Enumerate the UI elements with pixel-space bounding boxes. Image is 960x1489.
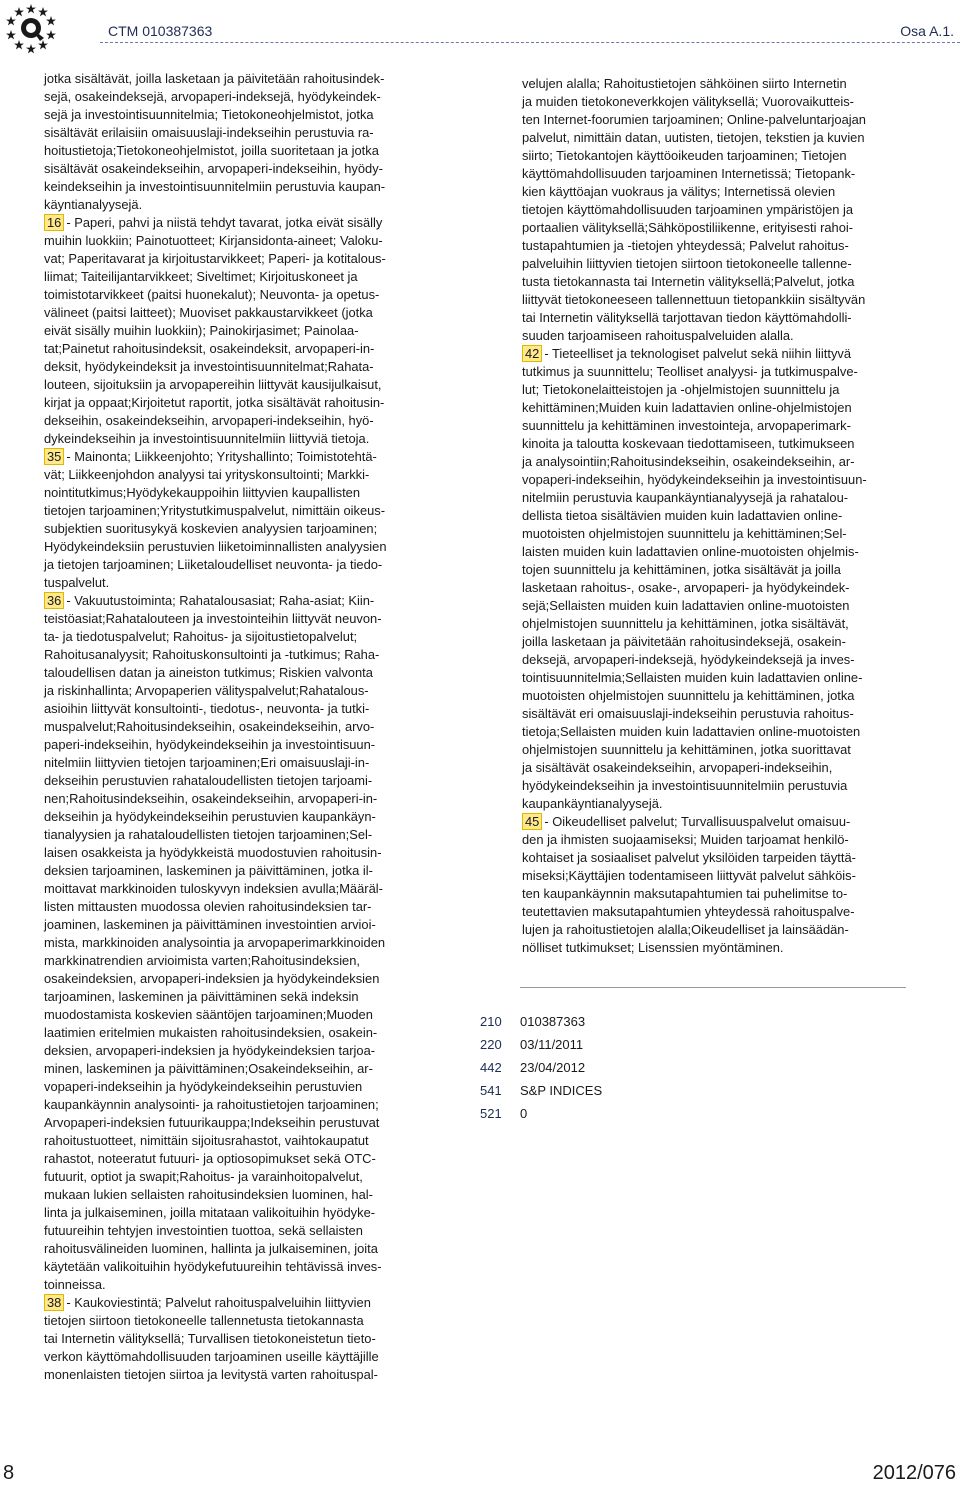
metadata-code: 442	[480, 1060, 502, 1075]
class-number-badge: 42	[522, 345, 542, 362]
class-paragraph	[522, 813, 907, 957]
left-text-column	[44, 70, 432, 1384]
header-divider	[100, 42, 960, 43]
section-reference: Osa A.1.	[900, 23, 954, 39]
class-text: - Kaukoviestintä; Palvelut rahoituspalveluihin liittyvien tietojen siirtoon tietokoneelle tallennetusta tietokannasta tai Internetin välityksellä; Turvallisen tietokoneistetun tieto- verkon käyttömahdollisuuden tarjoaminen useille käyttäjille monenlaisten tietojen siirtoa ja levitystä varten rahoituspal-	[44, 1295, 379, 1382]
class-text: - Mainonta; Liikkeenjohto; Yrityshallinto; Toimistotehtä- vät; Liikkeenjohdon analyysi tai yrityskonsultointi; Markki- nointitutkimus;Hyödykekauppoihin liittyvien kaupallisten tietojen tarjoaminen;Yritystutkimuspalvelut, nimittäin oikeus- subjektien suoritusykyä koskevien analyysien tarjoaminen; Hyödykeindeksiin perustuvien liiketoiminnallisten analyysien ja tietojen tarjoaminen; Liiketaloudelliset neuvonta- ja tiedo- tuspalvelut.	[44, 449, 387, 590]
class-paragraph	[44, 1294, 432, 1384]
class-number-badge: 45	[522, 813, 542, 830]
document-id: CTM 010387363	[108, 23, 213, 39]
eu-stars-logo-icon	[4, 2, 58, 56]
page-header	[0, 0, 960, 64]
bulletin-number: 2012/076	[872, 1462, 956, 1484]
class-paragraph	[44, 448, 432, 592]
class-text: - Tieteelliset ja teknologiset palvelut sekä niihin liittyvä tutkimus ja suunnittelu; Teolliset analyysi- ja tutkimuspalve- lut; Tietokonelaitteistojen ja -ohjelmistojen suunnittelu ja kehittäminen;Muiden kuin ladattavien online-ohjelmistojen suunnittelu ja kehittäminen investointeja, arvopaperimark- kinoita ja taloutta koskevaan tiedottamiseen, tutkimukseen ja analysointiin;Rahoitusindekseihin, osakeindekseihin, ar- vopaperi-indekseihin, hyödykeindekseihin ja investointisuun- nitelmiin perustuvia kaupankäyntianalyysejä ja rahatalou- dellista tietoa sisältävien muiden kuin ladattavien online- muotoisten ohjelmistojen suunnittelu ja kehittäminen;Sel- laisten muiden kuin ladattavien online-muotoisten ohjelmis- tojen suunnittelu ja kehittäminen, jotka sisältävät ja joilla lasketaan rahoitus-, osake-, arvopaperi- ja hyödykeindek- sejä;Sellaisten muiden kuin ladattavien online-muotoisten ohjelmistojen suunnittelu ja kehittäminen, jotka sisältävät, joilla lasketaan ja päivitetään rahoitusindeksejä, osakein- deksejä, arvopaperi-indeksejä, hyödykeindeksejä ja inves- tointisuunnitelmia;Sellaisten muiden kuin ladattavien online- muotoisten ohjelmistojen suunnittelu ja kehittäminen, jotka sisältävät eri omaisuuslaji-indekseihin perustuvia rahoitus- tietoja;Sellaisten muiden kuin ladattavien online-muotoisten ohjelmistojen suunnittelu ja kehittäminen, jotka suorittavat ja sisältävät osakeindekseihin, arvopaperi-indekseihin, hyödykeindekseihin ja investointisuunnitelmiin perustuvia kaupankäyntianalyysejä.	[522, 346, 867, 811]
class-paragraph	[522, 75, 907, 345]
metadata-code: 521	[480, 1106, 502, 1121]
metadata-value: 010387363	[520, 1014, 586, 1029]
metadata-divider	[520, 987, 906, 988]
class-number-badge: 35	[44, 448, 64, 465]
metadata-code: 541	[480, 1083, 502, 1098]
metadata-row	[480, 1010, 602, 1033]
class-paragraph	[44, 214, 432, 448]
class-paragraph	[44, 592, 432, 1294]
metadata-value: 23/04/2012	[520, 1060, 586, 1075]
class-text: jotka sisältävät, joilla lasketaan ja päivitetään rahoitusindek- sejä, osakeindeksejä, arvopaperi-indeksejä, hyödykeindek- sejä ja investointisuunnitelmia; Tietokoneohjelmistot, jotka sisältävät erilaisiin omaisuuslaji-indekseihin perustuvia ra- hoitustietoja;Tietokoneohjelmistot, joilla suoritetaan ja jotka sisältävät osakeindekseihin, arvopaperi-indekseihin, hyödy- keindekseihin ja investointisuunnitelmiin perustuvia kaupan- käyntianalyysejä.	[44, 71, 386, 212]
class-number-badge: 16	[44, 214, 64, 231]
metadata-row	[480, 1102, 602, 1125]
metadata-code: 210	[480, 1014, 502, 1029]
class-text: velujen alalla; Rahoitustietojen sähköinen siirto Internetin ja muiden tietokoneverkkojen välityksellä; Vuorovaikutteis- ten Internet-foorumien tarjoaminen; Online-palveluntarjoajan palvelut, nimittäin datan, uutisten, tietojen, tekstien ja kuvien siirto; Tietokantojen käyttöoikeuden tarjoaminen; Tietojen käyttömahdollisuuden tarjoaminen Internetissä; Tietopank- kien käyttöajan vuokraus ja välitys; Internetissä olevien tietojen käyttömahdollisuuden tarjoaminen ympäristöjen ja portaalien välityksellä;Sähköpostiliikenne, erityisesti rahoi- tustapahtumien ja -tietojen yhteydessä; Palvelut rahoitus- palveluihin liittyvien tietojen siirtoon tietokoneelle tallenne- tusta tietokannasta tai Internetin välityksellä;Palvelut, jotka liittyvät tietokoneeseen tallennettuun tietopankkiin sisältyvän tai Internetin välityksellä tarjottavan tiedon käyttömahdolli- suuden tarjoamiseen rahoituspalveluiden alalla.	[522, 76, 866, 343]
metadata-value: 0	[520, 1106, 528, 1121]
metadata-code: 220	[480, 1037, 502, 1052]
metadata-value: S&P INDICES	[520, 1083, 603, 1098]
metadata-list	[480, 1010, 602, 1125]
page-number: 8	[3, 1462, 15, 1484]
class-text: - Oikeudelliset palvelut; Turvallisuuspalvelut omaisuu- den ja ihmisten suojaamiseksi; Muiden tarjoamat henkilö- kohtaiset ja sosiaaliset palvelut yksilöiden tarpeiden täyttä- miseksi;Käyttäjien todentamiseen liittyvät palvelut sähköis- ten kaupankäynnin maksutapahtumien tai puhelimitse to- teutettavien maksutapahtumien yhteydessä rahoituspalve- lujen ja rahoitustietojen alalla;Oikeudelliset ja lainsäädän- nölliset tutkimukset; Lisenssien myöntäminen.	[522, 814, 856, 955]
class-paragraph	[522, 345, 907, 813]
class-number-badge: 36	[44, 592, 64, 609]
metadata-row	[480, 1033, 602, 1056]
class-text: - Vakuutustoiminta; Rahatalousasiat; Raha-asiat; Kiin- teistöasiat;Rahatalouteen ja investointeihin liittyvät neuvon- ta- ja tiedotuspalvelut; Rahoitus- ja sijoitustietopalvelut; Rahoitusanalyysit; Rahoituskonsultointi ja -tutkimus; Raha- taloudellisen datan ja aineiston tutkimus; Riskien valvonta ja riskinhallinta; Arvopaperien välityspalvelut;Rahatalous- asioihin liittyvät konsultointi-, tiedotus-, neuvonta- ja tutki- muspalvelut;Rahoitusindekseihin, osakeindekseihin, arvo- paperi-indekseihin, hyödykeindekseihin ja investointisuun- nitelmiin liittyvien tietojen tarjoaminen;Eri omaisuuslaji-in- dekseihin perustuvien rahataloudellisten tietojen tarjoami- nen;Rahoitusindekseihin, osakeindekseihin, arvopaperi-in- dekseihin ja hyödykeindekseihin perustuvien kaupankäyn- tianalyysien ja rahataloudellisten tietojen tarjoaminen;Sel- laisen osakkeista ja hyödykkeistä muodostuvien rahoitusin- deksien tarjoaminen, laskeminen ja päivittäminen, jotka il- moittavat markkinoiden tuloskyvyn indeksien avulla;Määräl- listen mittausten muodossa olevien rahoitusindeksien tar- joaminen, laskeminen ja päivittäminen investointien arvioi- mista, markkinoiden analysointia ja arvopaperimarkkinoiden markkinatrendien arvioimista varten;Rahoitusindeksien, osakeindeksien, arvopaperi-indeksien ja hyödykeindeksien tarjoaminen, laskeminen ja päivittäminen sekä indeksin muodostamista koskevien sääntöjen tarjoaminen;Muoden laatimien eritelmien mukaisten rahoitusindeksien, osakein- deksien, arvopaperi-indeksien ja hyödykeindeksien tarjoa- minen, laskeminen ja päivittäminen;Osakeindekseihin, ar- vopaperi-indekseihin ja hyödykeindekseihin perustuvien kaupankäynnin analysointi- ja rahoitustietojen tarjoaminen; Arvopaperi-indeksien futuurikauppa;Indekseihin perustuvat rahoitustuotteet, nimittäin sijoitusrahastot, vaihtokaupatut rahastot, noteeratut futuuri- ja optiosopimukset sekä OTC- futuurit, optiot ja swapit;Rahoitus- ja varainhoitopalvelut, mukaan lukien sellaisten rahoitusindeksien luominen, hal- linta ja julkaiseminen, joilla mitataan valikoituihin hyödyke- futuureihin tehtyjen investointien tuottoa, sekä sellaisten rahoitusvälineiden luominen, hallinta ja julkaiseminen, joita käytetään valikoituihin hyödykefutuureihin tehtävissä inves- toinneissa.	[44, 593, 386, 1292]
right-text-column	[522, 75, 907, 957]
class-paragraph	[44, 70, 432, 214]
metadata-row	[480, 1079, 602, 1102]
metadata-value: 03/11/2011	[520, 1037, 584, 1052]
metadata-row	[480, 1056, 602, 1079]
class-number-badge: 38	[44, 1294, 64, 1311]
class-text: - Paperi, pahvi ja niistä tehdyt tavarat, jotka eivät sisälly muihin luokkiin; Painotuotteet; Kirjansidonta-aineet; Valoku- vat; Paperitavarat ja kirjoitustarvikkeet; Paperi- ja kotitalous- liimat; Taiteilijantarvikkeet; Siveltimet; Kirjoituskoneet ja toimistotarvikkeet (paitsi huonekalut); Neuvonta- ja opetus- välineet (paitsi laitteet); Muoviset pakkaustarvikkeet (jotka eivät sisälly muihin luokkiin); Painokirjasimet; Painolaa- tat;Painetut rahoitusindeksit, osakeindeksit, arvopaperi-in- deksit, hyödykeindeksit ja investointisuunnitelmat;Rahata- louteen, sijoituksiin ja arvopapereihin liittyvät kausijulkaisut, kirjat ja oppaat;Kirjoitetut raportit, jotka sisältävät rahoitusin- dekseihin, osakeindekseihin, arvopaperi-indekseihin, hyö- dykeindekseihin ja investointisuunnitelmiin liittyviä tietoja.	[44, 215, 386, 446]
